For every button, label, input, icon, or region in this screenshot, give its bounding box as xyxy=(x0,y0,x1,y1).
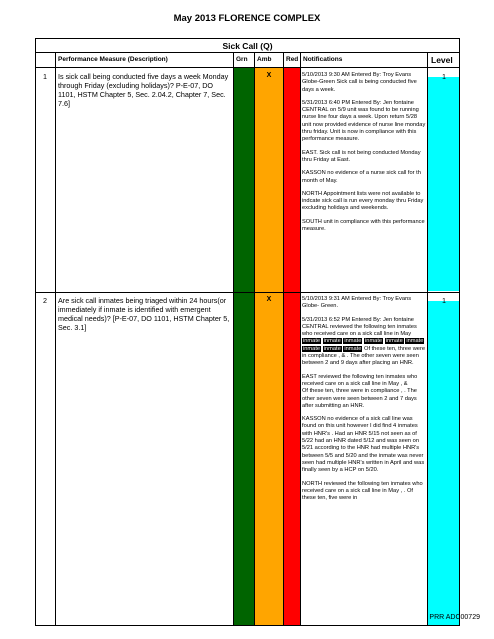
redaction-box: inmate xyxy=(344,338,362,345)
row2-note: NORTH reviewed the following ten inmates who received care on a sick call line in May , . Of these ten, five were in xyxy=(302,480,425,502)
row1-level: 1 xyxy=(442,72,446,81)
header-level: Level xyxy=(431,55,453,65)
redaction-box: inmate xyxy=(303,345,321,352)
header-notes: Notifications xyxy=(303,56,343,63)
row2-notifications xyxy=(302,296,426,508)
page-title: May 2013 FLORENCE COMPLEX xyxy=(173,13,321,24)
row2-number: 2 xyxy=(43,296,47,305)
page-footer: PRR ADC00729 xyxy=(429,614,480,621)
row2-amber-mark: X xyxy=(266,296,272,303)
redaction-box: inmate xyxy=(323,345,341,352)
row2-note-tail: Of these ten, three were in compliance , & . The other seven were seen between 2 and 9 days after placing an HNR. xyxy=(302,345,427,367)
header-amb: Amb xyxy=(257,56,272,63)
redaction-box: inmate xyxy=(344,345,362,352)
header-red: Red xyxy=(286,56,299,63)
row1-note: 5/31/2013 6:40 PM Entered By: Jen fontaine CENTRAL on 5/9 unit was found to be running nurse line four days a week. Upon return 5/28 unit now provided evidence of nurse line monday thru friday. Unit is now in compliance with this performance measure. xyxy=(302,99,426,143)
row1-note: KASSON no evidence of a nurse sick call for th month of May. xyxy=(302,170,423,184)
row1-measure: Is sick call being conducted five days a week Monday through Friday (excluding holidays)? P-E-07, DO 1101, HSTM Chapter 5, Sec. 2.04.2, Chapter 7, Sec. 7.6] xyxy=(58,72,229,108)
row2-note: KASSON no evidence of a sick call line was found on this unit however I did find 4 inmates with HNR's . Had an HNR 5/15 not seen as of 5/22 had an HNR dated 5/12 and was seen on 5/21 according to the HNR had multiple HNR's between 5/5 and 5/20 and the inmate was never seen had multiple HNR's written in April and was finally seen by a HCP on 5/20. xyxy=(302,416,426,474)
row1-note: NORTH Appointment lists were not available to indcate sick call is run every monday thru Friday excluding holidays and weekends. xyxy=(302,190,425,212)
row2-note xyxy=(302,317,426,368)
row2-level: 1 xyxy=(442,296,446,305)
level-column-fill-row2 xyxy=(428,301,460,625)
grn-column-fill xyxy=(234,67,254,625)
row1-note: SOUTH unit in compliance with this performance measure. xyxy=(302,218,427,233)
header-grn: Grn xyxy=(236,56,248,63)
redaction-box: inmate xyxy=(406,338,424,345)
redaction-box: inmate xyxy=(365,338,383,345)
row2-measure: Are sick call inmates being triaged within 24 hours(or immediately if inmate is identified with emergent medical needs)? [P-E-07, DO 1101, HSTM Chapter 5, Sec. 3.1] xyxy=(58,296,230,332)
row2-note: 5/10/2013 9:31 AM Entered By: Troy Evans Globe- Green. xyxy=(302,296,413,310)
row1-amber-mark: X xyxy=(266,72,272,79)
header-measure: Performance Measure (Description) xyxy=(58,56,168,63)
row1-number: 1 xyxy=(43,72,47,81)
section-title: Sick Call (Q) xyxy=(36,39,459,53)
redaction-box: inmate xyxy=(303,338,321,345)
row2-note-head: 5/31/2013 6:52 PM Entered By: Jen fontaine CENTRAL reviewed the following ten inmates who received care on a sick call line in May xyxy=(302,316,417,338)
measure-table xyxy=(35,38,460,626)
level-column-fill-row1 xyxy=(428,77,460,291)
redaction-box: inmate xyxy=(385,338,403,345)
row1-notifications xyxy=(302,72,426,239)
row1-note: EAST. Sick call is not being conducted Monday thru Friday at East. xyxy=(302,149,423,163)
redaction-box: inmate xyxy=(323,338,341,345)
row2-note: EAST reviewed the following ten inmates who received care on a sick call line in May , & Of these ten, three were in compliance , . The other seven were seen between 2 and 7 days after submitting an HNR. xyxy=(302,373,418,409)
row1-note: 5/10/2013 9:30 AM Entered By: Troy Evans Globe-Green Sick call is being conducted five days a week. xyxy=(302,72,419,93)
red-column-fill xyxy=(284,67,300,625)
amb-column-fill xyxy=(255,67,283,625)
